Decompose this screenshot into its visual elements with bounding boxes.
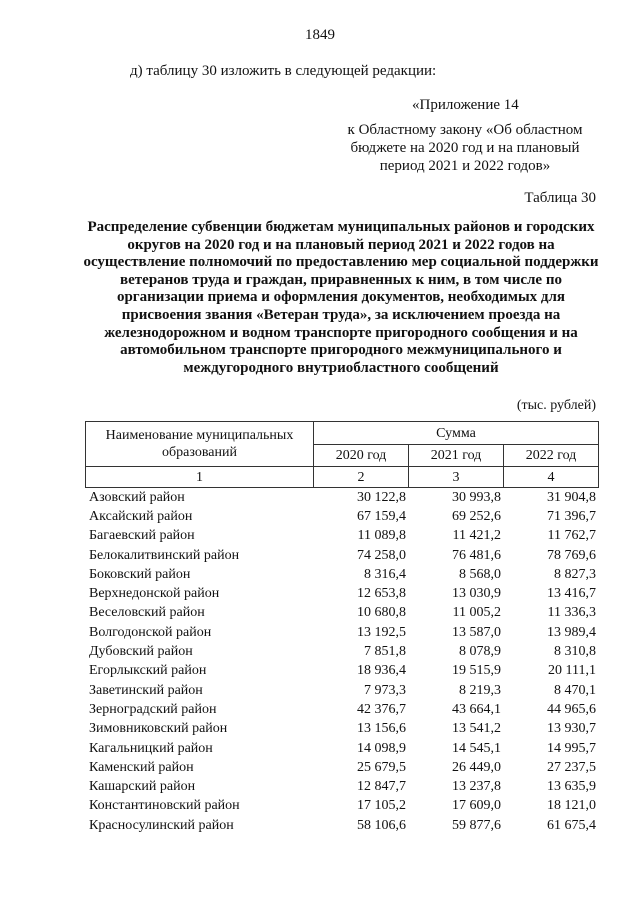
- header-year-2022: 2022 год: [503, 444, 599, 467]
- value-2021: 11 421,2: [452, 528, 501, 544]
- value-2022: 27 237,5: [547, 759, 596, 775]
- value-2020: 12 653,8: [357, 586, 406, 602]
- value-2020: 13 156,6: [357, 721, 406, 737]
- header-col-number-2: 2: [313, 466, 409, 488]
- value-2021: 13 541,2: [452, 721, 501, 737]
- value-2021: 43 664,1: [452, 701, 501, 717]
- region-name: Белокалитвинский район: [89, 547, 240, 563]
- value-2021: 14 545,1: [452, 740, 501, 756]
- table-row: [85, 527, 599, 546]
- table-row: [85, 700, 599, 719]
- table-row: [85, 816, 599, 835]
- value-2022: 78 769,6: [547, 547, 596, 563]
- region-name: Дубовский район: [89, 644, 193, 660]
- value-2022: 8 827,3: [554, 566, 596, 582]
- value-2021: 11 005,2: [452, 605, 501, 621]
- value-2022: 20 111,1: [548, 663, 596, 679]
- table-row: [85, 739, 599, 758]
- value-2022: 11 762,7: [547, 528, 596, 544]
- appendix-label: «Приложение 14: [412, 97, 519, 113]
- value-2022: 11 336,3: [547, 605, 596, 621]
- region-name: Каменский район: [89, 759, 194, 775]
- table-row: [85, 777, 599, 796]
- header-name-column: Наименование муниципальных образований: [85, 421, 314, 467]
- region-name: Красносулинский район: [89, 817, 234, 833]
- value-2021: 13 587,0: [452, 624, 501, 640]
- table-body: [85, 488, 599, 835]
- value-2020: 30 122,8: [357, 489, 406, 505]
- table-row: [85, 604, 599, 623]
- value-2021: 8 219,3: [459, 682, 501, 698]
- value-2021: 8 078,9: [459, 644, 501, 660]
- table-number: Таблица 30: [524, 190, 596, 206]
- header-col-number-3: 3: [408, 466, 504, 488]
- value-2020: 7 973,3: [364, 682, 406, 698]
- table-row: [85, 507, 599, 526]
- region-name: Веселовский район: [89, 605, 205, 621]
- value-2022: 13 416,7: [547, 586, 596, 602]
- header-sum-column: Сумма: [313, 421, 599, 445]
- table-row: [85, 720, 599, 739]
- value-2022: 18 121,0: [547, 798, 596, 814]
- value-2020: 18 936,4: [357, 663, 406, 679]
- value-2022: 61 675,4: [547, 817, 596, 833]
- region-name: Верхнедонской район: [89, 586, 220, 602]
- value-2020: 10 680,8: [357, 605, 406, 621]
- value-2020: 17 105,2: [357, 798, 406, 814]
- header-col-number-1: 1: [85, 466, 314, 488]
- value-2021: 76 481,6: [452, 547, 501, 563]
- header-year-2020: 2020 год: [313, 444, 409, 467]
- region-name: Кашарский район: [89, 779, 196, 795]
- table-row: [85, 584, 599, 603]
- value-2020: 25 679,5: [357, 759, 406, 775]
- region-name: Кагальницкий район: [89, 740, 213, 756]
- value-2020: 67 159,4: [357, 508, 406, 524]
- document-title: Распределение субвенции бюджетам муниципальных районов и городских округов на 2020 год и на плановый период 2021 и 2022 годов на осуществление полномочий по предоставлению мер социальной поддержки ветеранов труда и граждан, приравненных к ним, в том числе по организации приема и оформления документов, необходимых для присвоения звания «Ветеран труда», за исключением проезда на железнодорожном и водном транспорте пригородного сообщения и на автомобильном транспорте пригородного межмуниципального и междугородного внутриобластного сообщений: [83, 219, 599, 376]
- region-name: Егорлыкский район: [89, 663, 207, 679]
- value-2020: 74 258,0: [357, 547, 406, 563]
- value-2022: 31 904,8: [547, 489, 596, 505]
- units-label: (тыс. рублей): [516, 398, 596, 413]
- region-name: Боковский район: [89, 566, 191, 582]
- value-2021: 69 252,6: [452, 508, 501, 524]
- value-2020: 14 098,9: [357, 740, 406, 756]
- region-name: Багаевский район: [89, 528, 195, 544]
- value-2022: 13 635,9: [547, 779, 596, 795]
- value-2022: 44 965,6: [547, 701, 596, 717]
- value-2021: 13 237,8: [452, 779, 501, 795]
- region-name: Аксайский район: [89, 508, 193, 524]
- value-2022: 8 470,1: [554, 682, 596, 698]
- value-2021: 8 568,0: [459, 566, 501, 582]
- value-2022: 71 396,7: [547, 508, 596, 524]
- table-row: [85, 681, 599, 700]
- region-name: Константиновский район: [89, 798, 240, 814]
- value-2022: 13 989,4: [547, 624, 596, 640]
- value-2021: 19 515,9: [452, 663, 501, 679]
- value-2020: 8 316,4: [364, 566, 406, 582]
- table-row: [85, 758, 599, 777]
- value-2021: 26 449,0: [452, 759, 501, 775]
- header-year-2021: 2021 год: [408, 444, 504, 467]
- value-2021: 30 993,8: [452, 489, 501, 505]
- region-name: Заветинский район: [89, 682, 203, 698]
- value-2021: 59 877,6: [452, 817, 501, 833]
- region-name: Зимовниковский район: [89, 721, 228, 737]
- value-2022: 14 995,7: [547, 740, 596, 756]
- table-row: [85, 565, 599, 584]
- value-2021: 13 030,9: [452, 586, 501, 602]
- table-row: [85, 546, 599, 565]
- value-2022: 8 310,8: [554, 644, 596, 660]
- value-2022: 13 930,7: [547, 721, 596, 737]
- table-header: [85, 421, 599, 488]
- value-2020: 42 376,7: [357, 701, 406, 717]
- table-row: [85, 623, 599, 642]
- appendix-reference: к Областному закону «Об областном бюджете на 2020 год и на плановый период 2021 и 2022 годов»: [347, 122, 583, 174]
- intro-text: д) таблицу 30 изложить в следующей редакции:: [130, 63, 437, 79]
- table-row: [85, 797, 599, 816]
- table-row: [85, 662, 599, 681]
- table-row: [85, 642, 599, 661]
- region-name: Волгодонской район: [89, 624, 212, 640]
- value-2020: 12 847,7: [357, 779, 406, 795]
- value-2020: 13 192,5: [357, 624, 406, 640]
- region-name: Зерноградский район: [89, 701, 217, 717]
- value-2020: 11 089,8: [357, 528, 406, 544]
- table-row: [85, 488, 599, 507]
- value-2020: 58 106,6: [357, 817, 406, 833]
- region-name: Азовский район: [89, 489, 185, 505]
- value-2021: 17 609,0: [452, 798, 501, 814]
- header-col-number-4: 4: [503, 466, 599, 488]
- value-2020: 7 851,8: [364, 644, 406, 660]
- page-number: 1849: [305, 27, 335, 43]
